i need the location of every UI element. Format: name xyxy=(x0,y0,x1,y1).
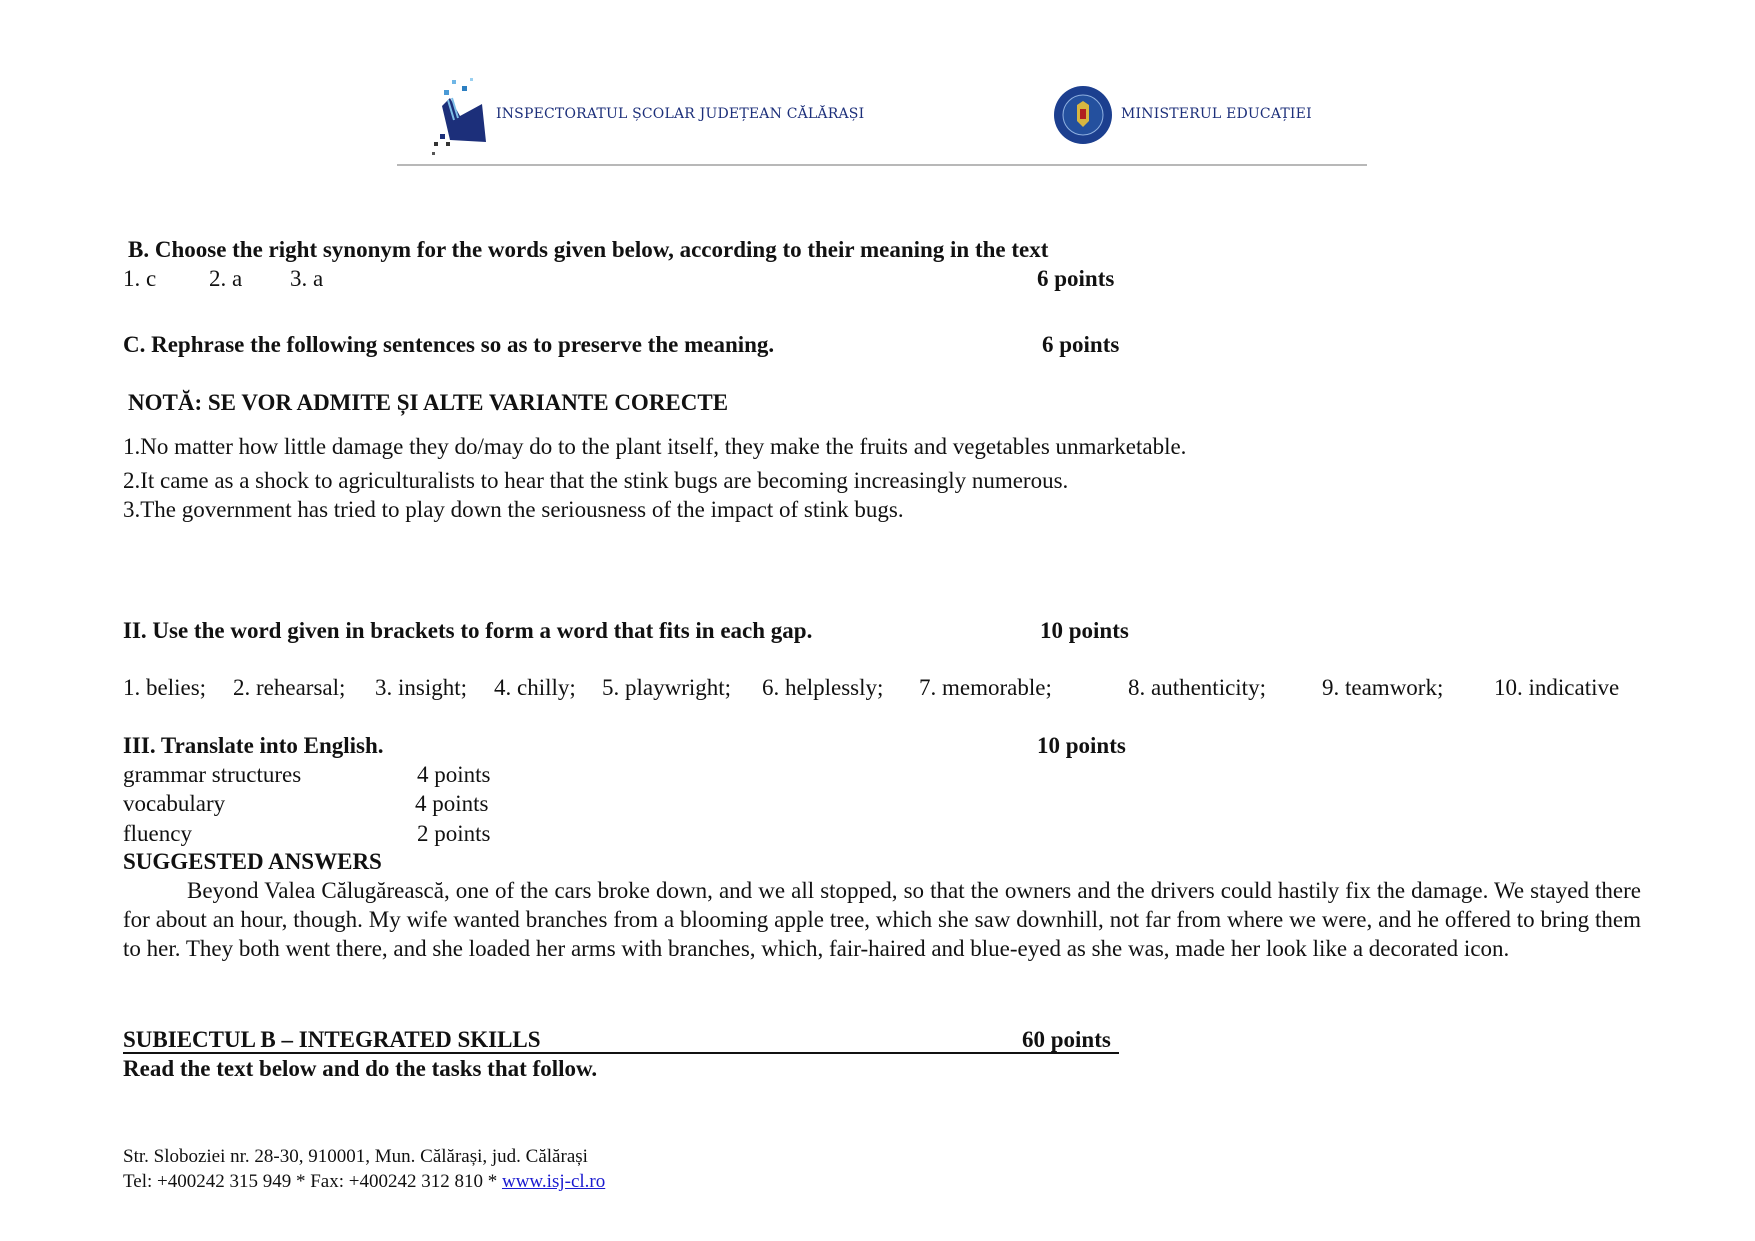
criterion-label: fluency xyxy=(123,821,192,846)
section-b-points: 6 points xyxy=(1037,266,1115,291)
section-iii-points: 10 points xyxy=(1037,733,1126,758)
criterion-points: 4 points xyxy=(417,762,491,787)
ministry-seal-icon xyxy=(1053,85,1113,145)
answer-ii-8: 8. authenticity; xyxy=(1128,675,1266,700)
footer-phone-fax: Tel: +400242 315 949 * Fax: +400242 312 810 * xyxy=(123,1171,502,1192)
subiect-b-heading: SUBIECTUL B – INTEGRATED SKILLS xyxy=(123,1027,541,1052)
answer-ii-4: 4. chilly; xyxy=(494,675,576,700)
answer-ii-1: 1. belies; xyxy=(123,675,207,700)
criterion-points: 2 points xyxy=(417,821,491,846)
subiect-b-instruction: Read the text below and do the tasks that follow. xyxy=(123,1056,598,1081)
answer-c-3: 3.The government has tried to play down the seriousness of the impact of stink bugs. xyxy=(123,497,904,522)
header-divider xyxy=(397,164,1367,166)
isj-logo-text: INSPECTORATUL ȘCOLAR JUDEȚEAN CĂLĂRAȘI xyxy=(496,106,865,122)
answer-c-2: 2.It came as a shock to agriculturalists to hear that the stink bugs are becoming increasingly numerous. xyxy=(123,468,1069,493)
footer-contact xyxy=(123,1170,605,1194)
section-c-note: NOTĂ: SE VOR ADMITE ȘI ALTE VARIANTE CORECTE xyxy=(128,390,729,415)
answer-b-3: 3. a xyxy=(290,266,324,291)
criterion-label: vocabulary xyxy=(123,791,226,816)
answer-ii-3: 3. insight; xyxy=(375,675,468,700)
website-link[interactable]: www.isj-cl.ro xyxy=(501,1171,606,1192)
section-c-heading: C. Rephrase the following sentences so as to preserve the meaning. xyxy=(123,332,775,357)
suggested-answers-heading: SUGGESTED ANSWERS xyxy=(123,849,382,874)
ministry-logo-text: MINISTERUL EDUCAȚIEI xyxy=(1121,106,1312,122)
answer-ii-9: 9. teamwork; xyxy=(1322,675,1444,700)
criterion-points: 4 points xyxy=(415,791,489,816)
section-iii-heading: III. Translate into English. xyxy=(123,733,384,758)
subiect-b-underline xyxy=(123,1052,1119,1054)
answer-ii-2: 2. rehearsal; xyxy=(233,675,346,700)
section-c-points: 6 points xyxy=(1042,332,1120,357)
footer-address: Str. Sloboziei nr. 28-30, 910001, Mun. Călărași, jud. Călărași xyxy=(123,1146,588,1167)
suggested-answer-text: Beyond Valea Călugărească, one of the cars broke down, and we all stopped, so that the owners and the drivers could hastily fix the damage. We stayed there for about an hour, though. My wife wanted branches from a blooming apple tree, which she saw downhill, not far from where we were, and he offered to bring them to her. They both went there, and she loaded her arms with branches, which, fair-haired and blue-eyed as she was, made her look like a decorated icon. xyxy=(123,878,1641,961)
answer-ii-7: 7. memorable; xyxy=(919,675,1052,700)
answer-ii-6: 6. helplessly; xyxy=(762,675,884,700)
answer-b-2: 2. a xyxy=(209,266,243,291)
answer-ii-5: 5. playwright; xyxy=(602,675,732,700)
section-ii-heading: II. Use the word given in brackets to form a word that fits in each gap. xyxy=(123,618,813,643)
section-ii-points: 10 points xyxy=(1040,618,1129,643)
criterion-label: grammar structures xyxy=(123,762,302,787)
subiect-b-points: 60 points xyxy=(1022,1027,1111,1052)
isj-logo-icon xyxy=(430,76,494,156)
answer-ii-10: 10. indicative xyxy=(1494,675,1620,700)
answer-c-1: 1.No matter how little damage they do/may do to the plant itself, they make the fruits and vegetables unmarketable. xyxy=(123,434,1187,459)
section-b-heading: B. Choose the right synonym for the words given below, according to their meaning in the text xyxy=(128,237,1049,262)
answer-b-1: 1. c xyxy=(123,266,157,291)
